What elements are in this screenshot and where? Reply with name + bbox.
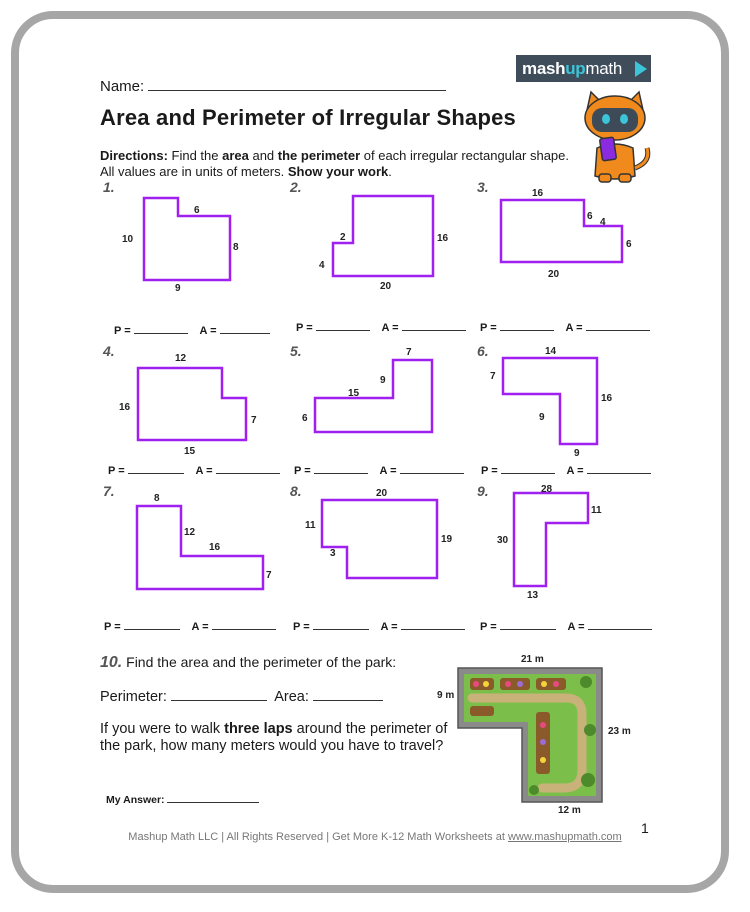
park-label-left: 9 m	[437, 690, 455, 701]
a-label: A =	[381, 322, 399, 334]
dim-label: 19	[441, 534, 453, 545]
problem-number: 5.	[290, 343, 302, 359]
problem-number: 8.	[290, 483, 302, 499]
answer-line-4[interactable]	[108, 464, 280, 477]
flower-bed	[500, 678, 530, 690]
problem-number: 9.	[477, 483, 489, 499]
dim-label: 12	[184, 527, 196, 538]
dim-label: 6	[587, 211, 593, 222]
p-blank[interactable]	[500, 321, 554, 331]
logo-text-mash: mash	[522, 59, 566, 78]
dim-label: 16	[601, 393, 613, 404]
dim-label: 28	[541, 484, 553, 495]
answer-line-5[interactable]	[294, 464, 464, 477]
park-label-bottom: 12 m	[558, 805, 581, 816]
footer-link[interactable]: www.mashupmath.com	[507, 831, 622, 843]
a-label: A =	[195, 465, 213, 477]
q10-answer-fields[interactable]	[100, 688, 383, 705]
directions-text: Find the	[167, 148, 223, 163]
a-label: A =	[199, 325, 217, 337]
footer	[0, 831, 750, 843]
dim-label: 6	[626, 239, 632, 250]
a-blank[interactable]	[401, 620, 465, 630]
shape-5	[315, 360, 432, 432]
my-answer-field[interactable]	[106, 793, 259, 806]
dim-label: 7	[266, 570, 272, 581]
a-blank[interactable]	[587, 464, 651, 474]
dim-label: 9	[574, 448, 580, 459]
answer-line-9[interactable]	[480, 620, 652, 633]
bush	[581, 773, 595, 787]
question-prompt: Find the area and the perimeter of the park:	[122, 654, 397, 670]
answer-line-7[interactable]	[104, 620, 276, 633]
p-label: P =	[104, 621, 121, 633]
bush	[580, 676, 592, 688]
p-label: P =	[481, 465, 498, 477]
a-label: A =	[191, 621, 209, 633]
a-label: A =	[565, 322, 583, 334]
a-label: A =	[380, 621, 398, 633]
dim-label: 7	[406, 347, 412, 358]
dim-label: 8	[154, 493, 160, 504]
p-blank[interactable]	[500, 620, 556, 630]
dim-label: 15	[348, 388, 360, 399]
name-label: Name:	[100, 78, 145, 95]
p-blank[interactable]	[134, 324, 188, 334]
dim-label: 10	[122, 234, 134, 245]
shape-9	[514, 493, 588, 586]
dim-label: 13	[527, 590, 539, 601]
p-blank[interactable]	[313, 620, 369, 630]
park-illustration	[436, 650, 636, 820]
area-blank[interactable]	[313, 688, 383, 701]
p-label: P =	[296, 322, 313, 334]
logo-text-up: up	[565, 59, 586, 78]
dim-label: 20	[548, 269, 560, 280]
directions-text: and	[248, 148, 278, 163]
a-blank[interactable]	[588, 620, 652, 630]
page-title: Area and Perimeter of Irregular Shapes	[100, 105, 516, 130]
dim-label: 3	[330, 548, 336, 559]
area-label: Area:	[274, 689, 309, 705]
dim-label: 16	[209, 542, 221, 553]
a-blank[interactable]	[220, 324, 270, 334]
dim-label: 20	[376, 488, 388, 499]
dim-label: 9	[380, 375, 386, 386]
shape-2	[333, 196, 433, 276]
shape-outlines	[137, 196, 622, 589]
dim-label: 11	[305, 520, 316, 531]
directions-area: area	[222, 148, 249, 163]
my-answer-blank[interactable]	[167, 793, 259, 803]
my-answer-label: My Answer:	[106, 794, 165, 806]
shape-7	[137, 506, 263, 589]
dim-label: 20	[380, 281, 392, 292]
page-number: 1	[641, 820, 649, 836]
bush	[584, 724, 596, 736]
directions-text: of each irregular rectangular shape. All values are in units of meters.	[100, 148, 570, 179]
laps-text: If you were to walk	[100, 721, 225, 737]
directions-text: .	[388, 164, 392, 179]
directions-perimeter: the perimeter	[277, 148, 361, 163]
park-label-top: 21 m	[521, 654, 544, 665]
p-label: P =	[293, 621, 310, 633]
dim-label: 4	[319, 260, 325, 271]
dim-label: 6	[302, 413, 308, 424]
a-label: A =	[566, 465, 584, 477]
problem-number: 6.	[477, 343, 489, 359]
flower-bed	[536, 678, 566, 690]
dim-label: 8	[233, 242, 239, 253]
a-blank[interactable]	[586, 321, 650, 331]
shape-1	[144, 198, 230, 280]
p-blank[interactable]	[128, 464, 184, 474]
p-blank[interactable]	[316, 321, 370, 331]
dim-label: 15	[184, 446, 196, 457]
problem-number: 3.	[477, 179, 489, 195]
question-10	[100, 654, 396, 672]
directions-label: Directions:	[100, 148, 168, 163]
shape-3	[501, 200, 622, 262]
dim-label: 16	[532, 188, 544, 199]
flower-bed	[470, 706, 494, 716]
problem-number: 1.	[103, 179, 115, 195]
perimeter-label: Perimeter:	[100, 689, 167, 705]
dim-label: 14	[545, 346, 557, 357]
directions-show-work: Show your work	[287, 164, 389, 179]
a-blank[interactable]	[216, 464, 280, 474]
p-label: P =	[294, 465, 311, 477]
dim-label: 16	[119, 402, 131, 413]
dim-label: 9	[175, 283, 181, 294]
dim-label: 7	[490, 371, 496, 382]
footer-text: Mashup Math LLC | All Rights Reserved | Get More K-12 Math Worksheets at	[128, 831, 508, 843]
bush	[529, 785, 539, 795]
shape-6	[503, 358, 597, 444]
logo-text-math: math	[585, 59, 622, 78]
dim-label: 2	[340, 232, 346, 243]
dim-label: 6	[194, 205, 200, 216]
answer-line-8[interactable]	[293, 620, 465, 633]
laps-question	[100, 721, 450, 755]
dim-label: 11	[591, 505, 602, 516]
answer-line-2[interactable]	[296, 321, 466, 334]
dim-label: 7	[251, 415, 257, 426]
p-label: P =	[108, 465, 125, 477]
dim-label: 16	[437, 233, 449, 244]
shape-8	[322, 500, 437, 578]
answer-line-6[interactable]	[481, 464, 651, 477]
answer-line-1[interactable]	[114, 324, 270, 337]
a-blank[interactable]	[212, 620, 276, 630]
problem-number: 4.	[103, 343, 115, 359]
a-label: A =	[379, 465, 397, 477]
p-blank[interactable]	[314, 464, 368, 474]
dim-label: 12	[175, 353, 187, 364]
laps-bold: three laps	[224, 721, 293, 737]
problem-number: 10.	[100, 654, 123, 671]
a-blank[interactable]	[400, 464, 464, 474]
problem-number: 7.	[103, 483, 115, 499]
dim-label: 9	[539, 412, 545, 423]
answer-line-3[interactable]	[480, 321, 650, 334]
p-label: P =	[480, 621, 497, 633]
p-label: P =	[480, 322, 497, 334]
p-label: P =	[114, 325, 131, 337]
dim-label: 30	[497, 535, 509, 546]
perimeter-blank[interactable]	[171, 688, 267, 701]
park-label-right: 23 m	[608, 726, 631, 737]
shape-4	[138, 368, 246, 440]
a-blank[interactable]	[402, 321, 466, 331]
dim-label: 4	[600, 217, 606, 228]
a-label: A =	[567, 621, 585, 633]
laps-text: around the perimeter of the park, how many meters would you have to travel?	[100, 721, 448, 754]
problem-number: 2.	[290, 179, 302, 195]
p-blank[interactable]	[124, 620, 180, 630]
p-blank[interactable]	[501, 464, 555, 474]
